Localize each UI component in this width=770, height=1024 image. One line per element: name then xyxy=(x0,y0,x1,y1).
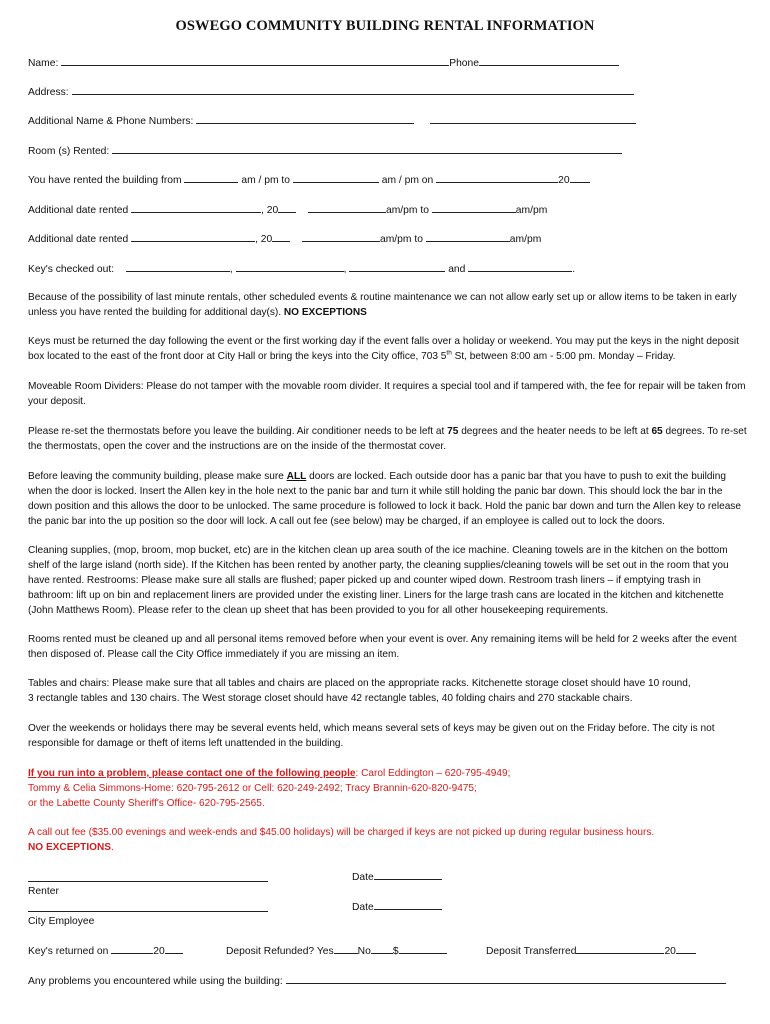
year-prefix: 20 xyxy=(558,175,570,186)
rooms-cleanup-text: Rooms rented must be cleaned up and all personal items removed before when your event is over. Any remaining items will be held for 2 weeks after the event then disposed of. Please call the City Office immediately if you are missing an item. xyxy=(28,634,737,660)
contact-heading: If you run into a problem, please contact one of the following people xyxy=(28,768,356,779)
key-field-2[interactable] xyxy=(236,262,344,272)
contact-line-2: Tommy & Celia Simmons-Home: 620-795-2612 or Cell: 620-249-2492; Tracy Brannin-620-820-9475; xyxy=(28,783,477,794)
renter-date-field[interactable] xyxy=(374,870,442,880)
lock-doors-text-a: Before leaving the community building, please make sure xyxy=(28,471,287,482)
rented-from-time-field[interactable] xyxy=(184,173,238,183)
deposit-transferred-row xyxy=(486,944,696,958)
renter-date-row xyxy=(352,870,442,884)
heater-temperature: 65 xyxy=(651,426,663,437)
renter-label: Renter xyxy=(28,886,59,897)
rented-from-row xyxy=(28,173,590,187)
rooms-row xyxy=(28,144,622,158)
callout-fee-text: A call out fee ($35.00 evenings and week-ends and $45.00 holidays) will be charged if keys are not picked up during regular business hours. xyxy=(28,827,655,838)
any-problems-field[interactable] xyxy=(286,974,726,984)
deposit-yes-field[interactable] xyxy=(334,944,358,954)
deposit-refunded-label: Deposit Refunded? Yes xyxy=(226,946,334,957)
am-pm-on-label: am / pm on xyxy=(381,175,434,186)
additional-name-row xyxy=(28,114,636,128)
deposit-transferred-year-field[interactable] xyxy=(676,944,696,954)
and-label: and xyxy=(448,264,466,275)
key-return-hours-text: St, between 8:00 am - 5:00 pm. Monday – Friday. xyxy=(451,351,676,362)
additional-name-label: Additional Name & Phone Numbers: xyxy=(28,116,194,127)
ampm-label: am/pm xyxy=(509,234,542,245)
room-dividers-paragraph xyxy=(28,379,748,409)
page-title: OSWEGO COMMUNITY BUILDING RENTAL INFORMATION xyxy=(175,18,595,34)
additional-name-field-2[interactable] xyxy=(430,114,636,124)
year-comma-label: , 20 xyxy=(255,234,273,245)
am-pm-to-label: am / pm to xyxy=(241,175,290,186)
additional-from-time-field-1[interactable] xyxy=(308,203,386,213)
ampm-label: am/pm xyxy=(515,205,548,216)
deposit-no-label: No xyxy=(357,946,371,957)
deposit-transferred-label: Deposit Transferred xyxy=(486,946,577,957)
address-label: Address: xyxy=(28,87,69,98)
rented-on-date-field[interactable] xyxy=(436,173,558,183)
early-setup-text: Because of the possibility of last minute rentals, other scheduled events & routine maintenance we can not allow early set up or allow items to be taken in early unless you have rented the building for additional day(s). xyxy=(28,292,737,318)
phone-label: Phone xyxy=(449,58,479,69)
additional-date-field-2[interactable] xyxy=(131,232,255,242)
additional-date-row-2 xyxy=(28,232,541,246)
cleaning-text: Cleaning supplies, (mop, broom, mop bucket, etc) are in the kitchen clean up area south of the ice machine. Cleaning towels are in the kitchen on the bottom shelf of the large island (north side). If the Kitchen has been rented by another party, the cleaning supplies/cleaning towels will be set out in the room that you have rented. Restrooms: Please make sure all stalls are flushed; paper picked up and counter wiped down. Restroom trash liners – if emptying trash in bathroom: lift up on bin and replacement liners are provided under the existing liner. Liners for the large trash cans are located in the kitchen and kitchenette (John Matthews Room). Please refer to the clean up sheet that has been provided to you for all other housekeeping requirements. xyxy=(28,545,729,616)
thermostat-text-b: degrees and the heater needs to be left at xyxy=(458,426,652,437)
lock-doors-paragraph xyxy=(28,469,748,529)
additional-year-field-1[interactable] xyxy=(278,203,296,213)
callout-fee-block xyxy=(28,825,748,855)
rented-from-label: You have rented the building from xyxy=(28,175,182,186)
no-exceptions-text: NO EXCEPTIONS xyxy=(283,307,367,318)
any-problems-label: Any problems you encountered while using the building: xyxy=(28,976,283,987)
ampm-to-label: am/pm to xyxy=(380,234,423,245)
name-row xyxy=(28,56,619,70)
renter-date-label: Date xyxy=(352,872,374,883)
any-problems-row xyxy=(28,974,726,988)
deposit-transferred-year-prefix: 20 xyxy=(664,946,676,957)
ampm-to-label: am/pm to xyxy=(386,205,429,216)
deposit-transferred-field[interactable] xyxy=(576,944,664,954)
ac-temperature: 75 xyxy=(447,426,459,437)
city-date-field[interactable] xyxy=(374,900,442,910)
cleaning-paragraph xyxy=(28,543,748,618)
city-employee-label: City Employee xyxy=(28,916,95,927)
rooms-label: Room (s) Rented: xyxy=(28,146,110,157)
deposit-dollar-label: $ xyxy=(392,946,399,957)
additional-date-field-1[interactable] xyxy=(131,203,261,213)
callout-period: . xyxy=(111,842,114,853)
additional-name-field-1[interactable] xyxy=(196,114,414,124)
name-field[interactable] xyxy=(61,56,449,66)
contact-line-3: or the Labette County Sheriff's Office- 620-795-2565. xyxy=(28,798,265,809)
additional-date-label: Additional date rented xyxy=(28,234,129,245)
deposit-no-field[interactable] xyxy=(371,944,393,954)
rooms-field[interactable] xyxy=(112,144,622,154)
keys-returned-year-prefix: 20 xyxy=(153,946,165,957)
rented-year-field[interactable] xyxy=(570,173,590,183)
additional-year-field-2[interactable] xyxy=(272,232,290,242)
city-date-row xyxy=(352,900,442,914)
tables-chairs-line-1: Tables and chairs: Please make sure that all tables and chairs are placed on the appropriate racks. Kitchenette storage closet should have 10 round, xyxy=(28,678,691,689)
thermostat-text-c: degrees. To re-set the thermostats, open the cover and the instructions are on the inside of the thermostat cover. xyxy=(28,426,747,452)
keys-returned-label: Key's returned on xyxy=(28,946,109,957)
key-field-4[interactable] xyxy=(468,262,572,272)
keys-returned-date-field[interactable] xyxy=(111,944,153,954)
deposit-refunded-row xyxy=(226,944,447,958)
city-date-label: Date xyxy=(352,902,374,913)
early-setup-paragraph xyxy=(28,290,748,320)
name-label: Name: xyxy=(28,58,59,69)
city-employee-signature-field[interactable] xyxy=(28,910,268,912)
year-comma-label: , 20 xyxy=(261,205,279,216)
rented-to-time-field[interactable] xyxy=(293,173,379,183)
weekend-events-text: Over the weekends or holidays there may be several events held, which means several sets of keys may be given out on the Friday before. The city is not responsible for damage or theft of items left unattended in the building. xyxy=(28,723,715,749)
contact-line-1: : Carol Eddington – 620-795-4949; xyxy=(355,768,511,779)
renter-signature-field[interactable] xyxy=(28,880,268,882)
additional-date-label: Additional date rented xyxy=(28,205,129,216)
address-field[interactable] xyxy=(72,85,634,95)
ordinal-suffix: th xyxy=(446,349,452,357)
rooms-cleanup-paragraph xyxy=(28,632,748,662)
keys-checked-out-row: Key's checked out: , , and . xyxy=(28,264,576,275)
thermostat-text-a: Please re-set the thermostats before you leave the building. Air conditioner needs to be left at xyxy=(28,426,448,437)
thermostat-paragraph xyxy=(28,424,748,454)
address-row xyxy=(28,85,634,99)
weekend-events-paragraph xyxy=(28,721,748,751)
key-return-text: Keys must be returned the day following the event or the first working day if the event falls over a holiday or weekend. You may put the keys in the night deposit box located to the east of the front door at City Hall or bring the keys into the City office, 703 5 xyxy=(28,336,739,362)
key-field-3[interactable] xyxy=(349,262,445,272)
additional-from-time-field-2[interactable] xyxy=(302,232,380,242)
phone-field[interactable] xyxy=(479,56,619,66)
additional-to-time-field-1[interactable] xyxy=(432,203,516,213)
room-dividers-text: Moveable Room Dividers: Please do not tamper with the movable room divider. It requires a special tool and if tampered with, the fee for repair will be taken from your deposit. xyxy=(28,381,746,407)
key-return-paragraph xyxy=(28,334,748,364)
keys-checked-out-label: Key's checked out: xyxy=(28,264,115,275)
deposit-amount-field[interactable] xyxy=(399,944,447,954)
callout-no-exceptions: NO EXCEPTIONS xyxy=(28,842,112,853)
keys-returned-row xyxy=(28,944,183,958)
keys-returned-year-field[interactable] xyxy=(165,944,183,954)
all-emphasis: ALL xyxy=(286,471,307,482)
additional-date-row-1 xyxy=(28,203,547,217)
key-field-1[interactable] xyxy=(126,262,230,272)
additional-to-time-field-2[interactable] xyxy=(426,232,510,242)
lock-doors-text-b: doors are locked. Each outside door has a panic bar that you have to push to exit the building when the door is locked. Insert the Allen key in the hole next to the panic bar and turn it while still holding the panic bar down. This should lock the bar in the down position and this allows the door to be unlocked. The same procedure is followed to lock it back. Hold the panic bar down and turn the Allen key to release the panic bar into the up position so the door will lock. A call out fee (see below) may be charged, if an employee is called out to lock the doors. xyxy=(28,471,741,527)
tables-chairs-paragraph xyxy=(28,676,748,706)
tables-chairs-line-2: 3 rectangle tables and 130 chairs. The West storage closet should have 42 rectangle tables, 40 folding chairs and 270 stackable chairs. xyxy=(28,693,633,704)
contact-block xyxy=(28,766,748,811)
